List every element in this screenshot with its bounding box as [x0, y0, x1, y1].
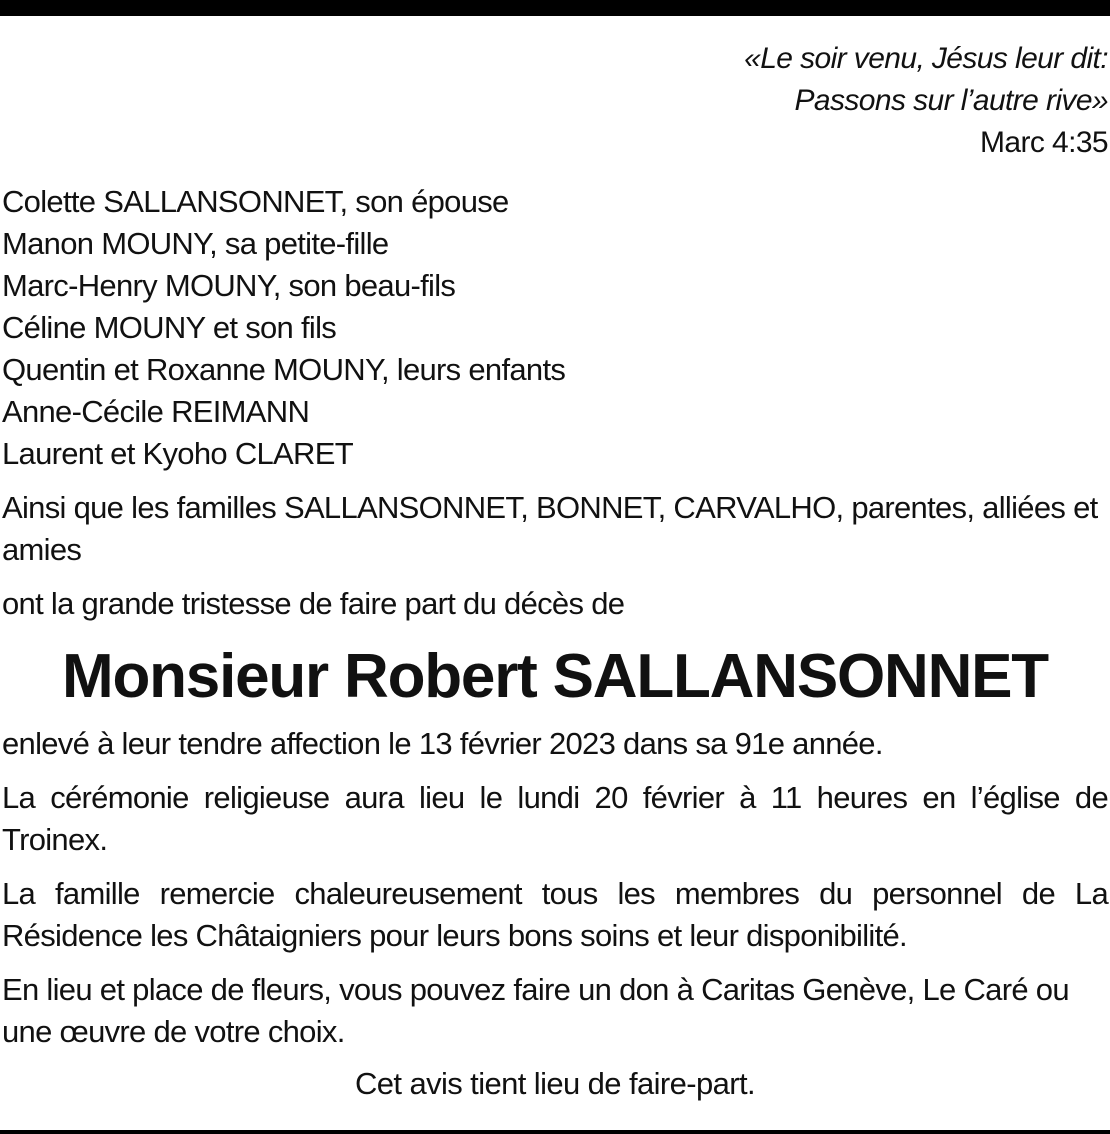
- death-notice: enlevé à leur tendre affection le 13 février 2023 dans sa 91e année.: [2, 726, 883, 761]
- family-member: Anne-Cécile REIMANN: [2, 394, 310, 429]
- ceremony-details: La cérémonie religieuse aura lieu le lundi 20 février à 11 heures en l’église de Troinex.: [2, 780, 1108, 857]
- family-list: [2, 181, 1108, 475]
- family-member: Céline MOUNY et son fils: [2, 310, 337, 345]
- epigraph-line-2: Passons sur l’autre rive»: [794, 84, 1108, 117]
- donation-paragraph: En lieu et place de fleurs, vous pouvez faire un don à Caritas Genève, Le Caré ou une œuvre de votre choix.: [2, 972, 1069, 1049]
- epigraph: [2, 38, 1108, 164]
- family-member: Quentin et Roxanne MOUNY, leurs enfants: [2, 352, 566, 387]
- obituary-notice: [2, 38, 1108, 1105]
- family-member: Manon MOUNY, sa petite-fille: [2, 226, 389, 261]
- announcement-intro: ont la grande tristesse de faire part du décès de: [2, 586, 625, 621]
- thanks-paragraph: La famille remercie chaleureusement tous les membres du personnel de La Résidence les Châtaigniers pour leurs bons soins et leur disponibilité.: [2, 876, 1108, 953]
- footer-note: Cet avis tient lieu de faire-part.: [354, 1066, 756, 1101]
- extended-families: Ainsi que les familles SALLANSONNET, BONNET, CARVALHO, parentes, alliées et amies: [2, 490, 1098, 567]
- family-member: Laurent et Kyoho CLARET: [2, 436, 353, 471]
- bottom-rule: [0, 1130, 1110, 1134]
- epigraph-line-1: «Le soir venu, Jésus leur dit:: [744, 42, 1108, 75]
- epigraph-reference: Marc 4:35: [980, 126, 1108, 159]
- deceased-name: Monsieur Robert SALLANSONNET: [62, 642, 1048, 711]
- family-member: Marc-Henry MOUNY, son beau-fils: [2, 268, 456, 303]
- top-rule: [0, 0, 1110, 16]
- family-member: Colette SALLANSONNET, son épouse: [2, 184, 509, 219]
